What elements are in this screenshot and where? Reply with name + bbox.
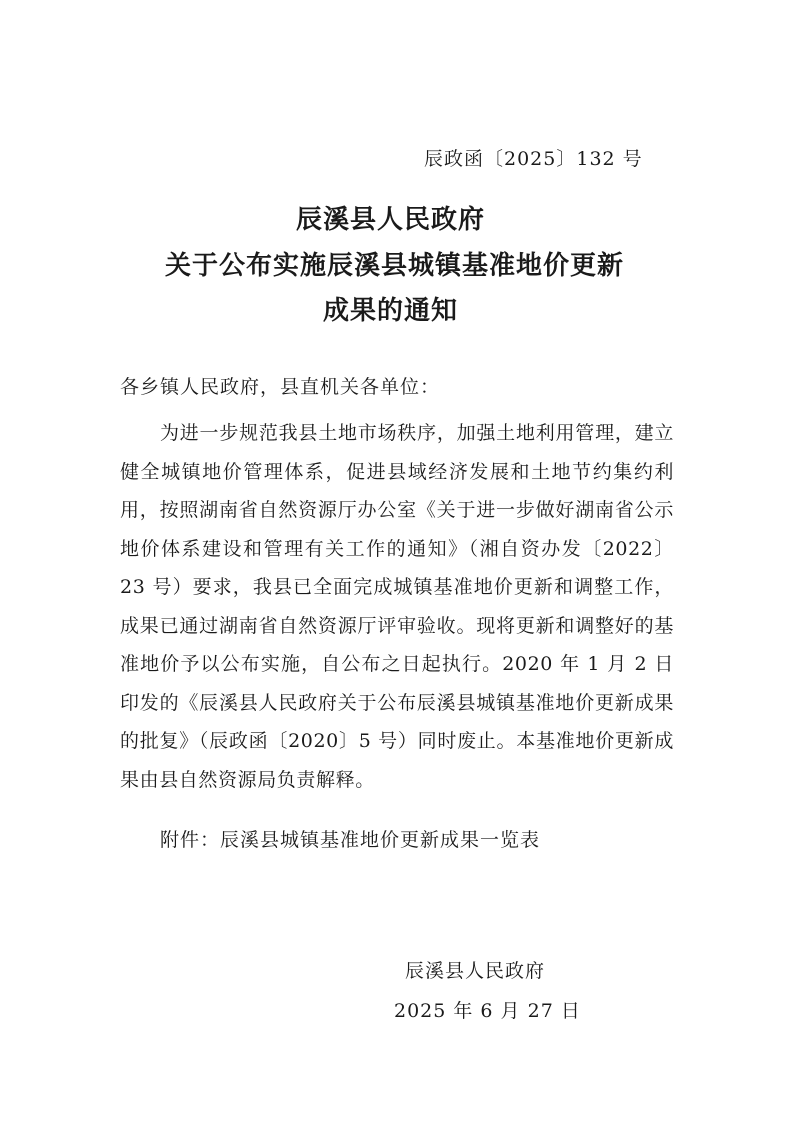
document-number: 辰政函〔2025〕132 号 — [424, 148, 643, 170]
salutation: 各乡镇人民政府，县直机关各单位： — [120, 376, 441, 398]
title-line-1: 辰溪县人民政府 — [295, 205, 485, 235]
issue-date: 2025 年 6 月 27 日 — [394, 1000, 581, 1022]
attachment-line: 附件：辰溪县城镇基准地价更新成果一览表 — [160, 829, 541, 851]
issuer-signature: 辰溪县人民政府 — [405, 960, 546, 982]
title-line-2: 关于公布实施辰溪县城镇基准地价更新 — [164, 251, 624, 281]
title-line-3: 成果的通知 — [322, 296, 458, 326]
body-paragraph: 为进一步规范我县土地市场秩序，加强土地利用管理，建立健全城镇地价管理体系，促进县域经济发展和土地节约集约利用，按照湖南省自然资源厅办公室《关于进一步做好湖南省公示地价体系建设和管理有关工作的通知》（湘自资办发〔2022〕23 号）要求，我县已全面完成城镇基准地价更新和调整工作，成果已通过湖南省自然资源厅评审验收。现将更新和调整好的基准地价予以公布实施，自公布之日起执行。2020 年 1 月 2 日印发的《辰溪县人民政府关于公布辰溪县城镇基准地价更新成果的批复》（辰政函〔2020〕5 号）同时废止。本基准地价更新成果由县自然资源局负责解释。 — [120, 422, 674, 791]
